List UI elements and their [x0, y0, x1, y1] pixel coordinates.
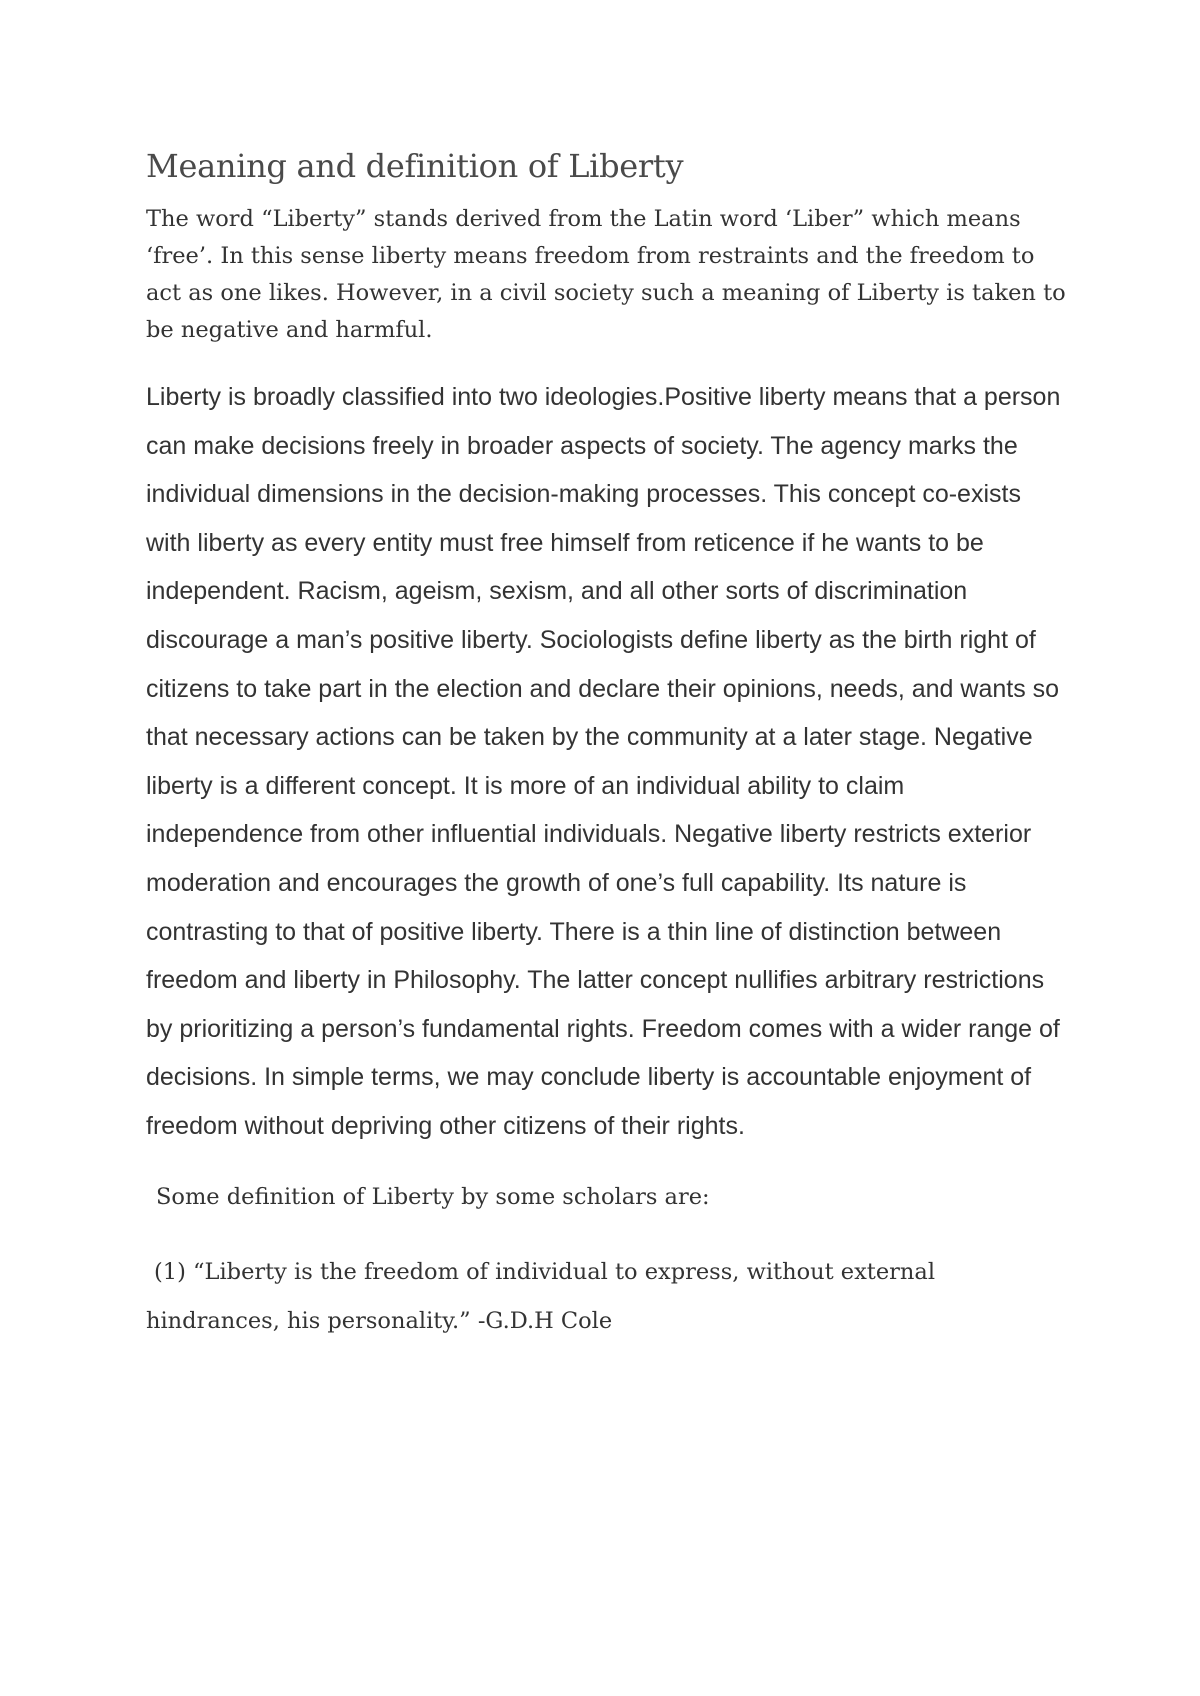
paragraph-liberty-ideologies: Liberty is broadly classified into two ideologies.Positive liberty means that a person can make decisions freely in broader aspects of society. The agency marks the individual dimensions in the decision-making processes. This concept co-exists with liberty as every entity must free himself from reticence if he wants to be independent. Racism, ageism, sexism, and all other sorts of discrimination discourage a man’s positive liberty. Sociologists define liberty as the birth right of citizens to take part in the election and declare their opinions, needs, and wants so that necessary actions can be taken by the community at a later stage. Negative liberty is a different concept. It is more of an individual ability to claim independence from other influential individuals. Negative liberty restricts exterior moderation and encourages the growth of one’s full capability. Its nature is contrasting to that of positive liberty. There is a thin line of distinction between freedom and liberty in Philosophy. The latter concept nullifies arbitrary restrictions by prioritizing a person’s fundamental rights. Freedom comes with a wider range of decisions. In simple terms, we may conclude liberty is accountable enjoyment of freedom without depriving other citizens of their rights.: [146, 383, 1061, 1140]
document-content: [146, 143, 1066, 1346]
definitions-intro: Some definition of Liberty by some scholars are:: [156, 1183, 710, 1210]
definition-quote-1: (1) “Liberty is the freedom of individual to express, without external hindrances, his personality.” -G.D.H Cole: [146, 1258, 936, 1334]
page-title: Meaning and definition of Liberty: [146, 147, 684, 185]
paragraph-liberty-origin: The word “Liberty” stands derived from the Latin word ‘Liber” which means ‘free’. In this sense liberty means freedom from restraints and the freedom to act as one likes. However, in a civil society such a meaning of Liberty is taken to be negative and harmful.: [146, 206, 1066, 343]
